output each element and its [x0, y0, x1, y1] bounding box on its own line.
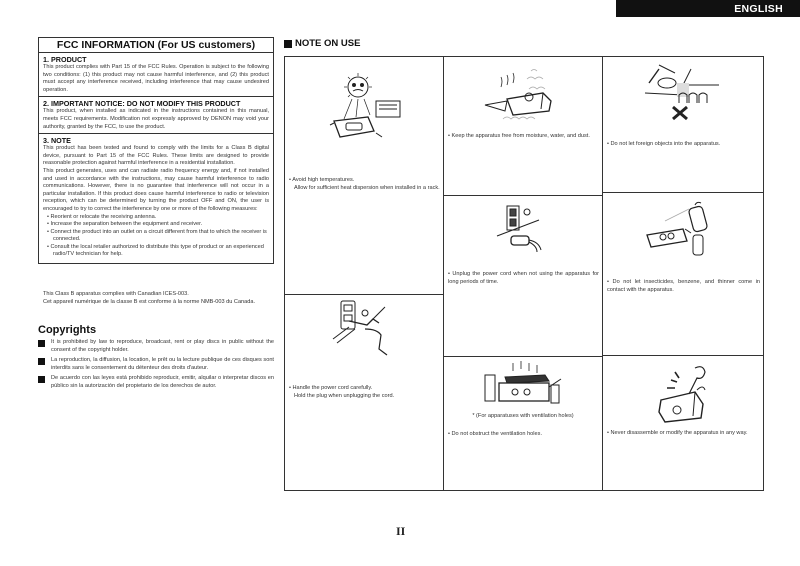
- caption: • Never disassemble or modify the apparatus in any way.: [607, 430, 748, 436]
- canada-line-en: This Class B apparatus complies with Canadian ICES-003.: [43, 291, 189, 297]
- fcc-title: FCC INFORMATION (For US customers): [39, 38, 273, 53]
- plug-hand-icon: [285, 299, 443, 359]
- spray-can-icon: [603, 199, 763, 259]
- page-number: II: [396, 524, 406, 538]
- grid-column-1: [285, 57, 444, 490]
- copyright-item: It is prohibited by law to reproduce, broadcast, rent or play discs in public without the consent of the copyright holder.: [38, 339, 274, 354]
- ventilation-note: * (For apparatuses with ventilation holes): [472, 413, 574, 419]
- cell-avoid-heat: [285, 57, 443, 295]
- water-dust-icon: [444, 67, 602, 127]
- fcc-section-product: [39, 53, 273, 97]
- cell-ventilation: [444, 357, 602, 490]
- caption: • Handle the power cord carefully. Hold the plug when unplugging the cord.: [289, 385, 395, 399]
- outlet-unplug-icon: [444, 204, 602, 254]
- measure-item: • Increase the separation between the equipment and receiver.: [47, 221, 269, 229]
- canada-compliance: [43, 291, 273, 306]
- cell-chemicals: [603, 193, 763, 356]
- fcc-information-box: [38, 37, 274, 264]
- sun-heat-icon: [285, 71, 443, 151]
- canada-line-fr: Cet appareil numérique de la classe B est conforme à la norme NMB-003 du Canada.: [43, 298, 256, 305]
- copyright-item: La reproduction, la diffusion, la location, le prêt ou la lecture publique de ces disques sont interdits sans le consentement du détenteur des droits d'auteur.: [38, 357, 274, 372]
- caption: • Do not let insecticides, benzene, and thinner come in contact with the apparatus.: [607, 279, 760, 293]
- fcc-section-notice: [39, 97, 273, 134]
- section-body: This product, when installed as indicated in the instructions contained in this manual, meets FCC requirements. Modification not expressly approved by DENON may void your authority, granted by the FCC, to use the product.: [43, 108, 269, 130]
- caption: • Do not let foreign objects into the apparatus.: [607, 141, 721, 147]
- cell-unplug: [444, 196, 602, 357]
- copyrights-list: [38, 339, 274, 394]
- language-tab: ENGLISH: [616, 0, 800, 17]
- foreign-objects-icon: [603, 63, 763, 123]
- caption: • Keep the apparatus free from moisture, water, and dust.: [448, 133, 590, 139]
- section-body: This product has been tested and found to comply with the limits for a Class B digital device, pursuant to Part 15 of the FCC Rules. These limits are designed to provide reasonable protection against harmful interference in a residential installation.: [43, 145, 269, 167]
- blocked-vent-icon: [444, 361, 602, 409]
- square-bullet-icon: [38, 358, 45, 365]
- square-bullet-icon: [38, 340, 45, 347]
- note-on-use-title: NOTE ON USE: [284, 38, 360, 49]
- broken-apparatus-icon: [603, 364, 763, 426]
- caption: • Avoid high temperatures. Allow for sufficient heat dispersion when installed in a rack.: [289, 177, 440, 191]
- section-heading: 2. IMPORTANT NOTICE: DO NOT MODIFY THIS PRODUCT: [43, 99, 241, 109]
- section-heading: 1. PRODUCT: [43, 55, 87, 64]
- section-heading: 3. NOTE: [43, 136, 71, 146]
- caption: • Unplug the power cord when not using the apparatus for long periods of time.: [448, 271, 599, 285]
- cell-foreign-objects: [603, 57, 763, 193]
- square-bullet-icon: [38, 376, 45, 383]
- measure-item: • Consult the local retailer authorized to distribute this type of product or an experienced radio/TV technician for help.: [47, 244, 269, 259]
- grid-column-3: [603, 57, 763, 490]
- measures-list: [43, 214, 269, 260]
- section-body: This product complies with Part 15 of the FCC Rules. Operation is subject to the following two conditions: (1) this product may not cause harmful interference, and (2) this product must accept any interference received, including interference that may cause undesired operation.: [43, 64, 269, 93]
- grid-column-2: [444, 57, 603, 490]
- section-body: This product generates, uses and can radiate radio frequency energy and, if not installed and used in accordance with the instructions, may cause harmful interference to radio communications. However, there is no guarantee that interference will not occur in a particular installation. If this product does cause harmful interference to radio or television reception, which can be determined by turning the product OFF and ON, the user is encouraged to try to correct the interference by one or more of the following measures:: [43, 167, 269, 212]
- cell-disassemble: [603, 356, 763, 490]
- copyrights-title: Copyrights: [38, 324, 97, 336]
- caption: • Do not obstruct the ventilation holes.: [448, 431, 542, 437]
- fcc-section-note: [39, 134, 273, 263]
- measure-item: • Connect the product into an outlet on a circuit different from that to which the receiver is connected.: [47, 229, 269, 244]
- cell-handle-cord: [285, 295, 443, 490]
- cell-moisture: [444, 57, 602, 196]
- note-on-use-grid: [284, 56, 764, 491]
- measure-item: • Reorient or relocate the receiving antenna.: [47, 214, 269, 222]
- copyright-item: De acuerdo con las leyes está prohibido reproducir, emitir, alquilar o interpretar discos en público sin la autorización del propietario de los derechos de autor.: [38, 375, 274, 390]
- square-bullet-icon: [284, 40, 292, 48]
